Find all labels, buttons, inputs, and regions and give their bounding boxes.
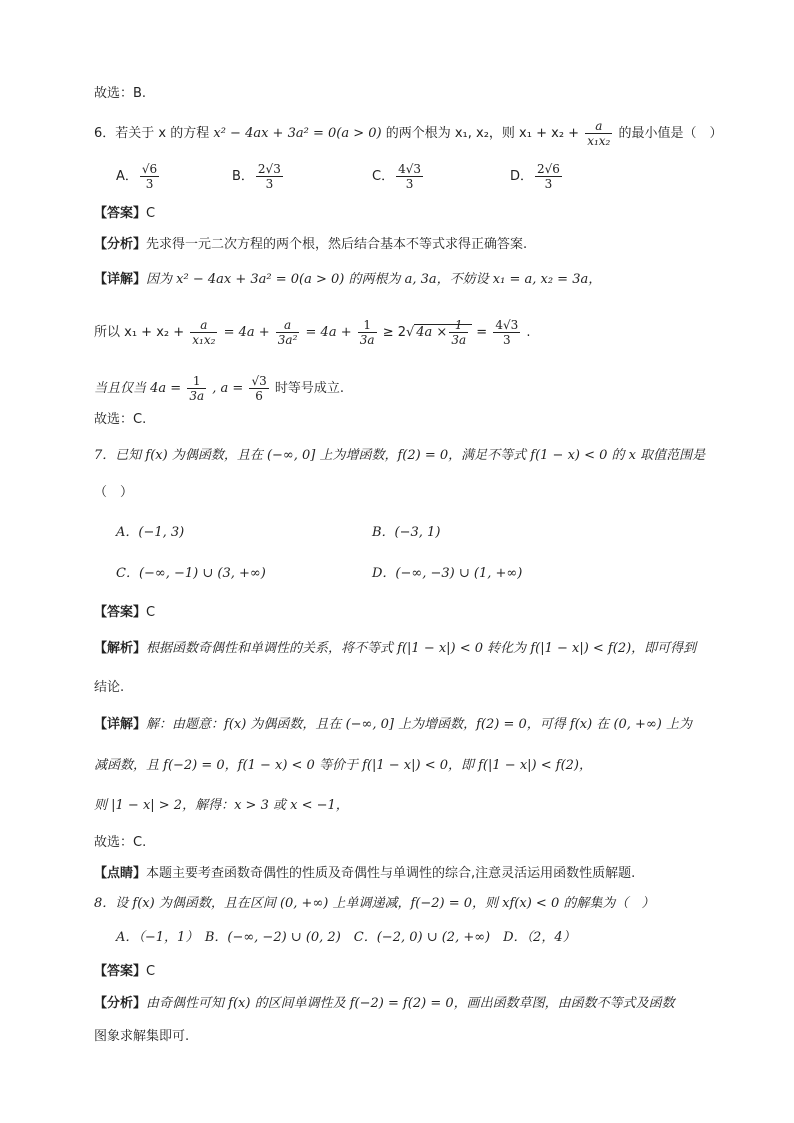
- q8-analysis-cont: 图象求解集即可.: [94, 1029, 190, 1044]
- q7-comment: 【点睛】本题主要考查函数奇偶性的性质及奇偶性与单调性的综合,注意灵活运用函数性质解题.: [94, 866, 636, 881]
- q8-answer: 【答案】C: [94, 964, 156, 979]
- q7-detail: 【详解】解：由题意：f(x) 为偶函数，且在 (−∞, 0] 上为增函数，f(2) = 0，可得 f(x) 在 (0, +∞) 上为: [94, 717, 692, 732]
- q7-option-d: D．(−∞, −3) ∪ (1, +∞): [372, 566, 523, 581]
- q7-answer: 【答案】C: [94, 605, 156, 620]
- q7-detail-result: 则 |1 − x| > 2，解得：x > 3 或 x < −1，: [94, 798, 349, 813]
- q7-solution-cont: 结论.: [94, 680, 125, 695]
- q6-fraction: $\frac{a}{\text{x₁x₂}}$: [587, 119, 611, 148]
- q7-detail-cont: 减函数，且 f(−2) = 0，f(1 − x) < 0 等价于 f(|1 − x|) < 0，即 f(|1 − x|) < f(2)，: [94, 758, 592, 773]
- q6-answer: 【答案】C: [94, 206, 156, 221]
- q8-options: A．（−1，1） B．(−∞, −2) ∪ (0, 2) C．(−2, 0) ∪ (2, +∞) D．（2，4）: [116, 930, 576, 945]
- q6-option-d: D． $\frac{2√6}{3}$: [510, 162, 560, 191]
- q6-stem: 6．若关于 x 的方程 x² − 4ax + 3a² = 0(a > 0) 的两个根为 x₁, x₂，则 x₁ + x₂ + $\frac{a}{\text{x₁x₂}}$ 的最小值是（ ）: [94, 119, 723, 148]
- q7-paren: （ ）: [94, 485, 134, 500]
- q7-option-a: A．(−1, 3): [116, 525, 185, 540]
- q6-derivation: 所以 x₁ + x₂ + $\frac{a}{\text{x₁x₂}}$ = 4a + $\frac{a}{\text{3a²}}$ = 4a + $\frac{1}{3a}$ ≥ 2√ 4a × $\frac{1}{3a}$ = $\frac{4√3}{3}$ .: [94, 318, 531, 347]
- q6-analysis: 【分析】先求得一元二次方程的两个根，然后结合基本不等式求得正确答案.: [94, 237, 528, 252]
- choose-line: 故选：B.: [94, 86, 147, 101]
- q8-analysis: 【分析】由奇偶性可知 f(x) 的区间单调性及 f(−2) = f(2) = 0，画出函数草图，由函数不等式及函数: [94, 996, 675, 1011]
- q6-equality-condition: 当且仅当 4a = $\frac{1}{3a}$ , a = $\frac{√3}{6}$ 时等号成立.: [94, 374, 345, 403]
- q7-option-b: B．(−3, 1): [372, 525, 441, 540]
- q8-stem: 8．设 f(x) 为偶函数，且在区间 (0, +∞) 上单调递减，f(−2) = 0，则 xf(x) < 0 的解集为（ ）: [94, 896, 655, 911]
- q7-solution: 【解析】根据函数奇偶性和单调性的关系，将不等式 f(|1 − x|) < 0 转化为 f(|1 − x|) < f(2)，即可得到: [94, 641, 697, 656]
- q7-choose: 故选：C.: [94, 835, 147, 850]
- q7-option-c: C．(−∞, −1) ∪ (3, +∞): [116, 566, 266, 581]
- q6-option-c: C． $\frac{4√3}{3}$: [372, 162, 421, 191]
- q6-detail: 【详解】因为 x² − 4ax + 3a² = 0(a > 0) 的两根为 a, 3a，不妨设 x₁ = a, x₂ = 3a，: [94, 272, 602, 287]
- q6-option-a: A． $\frac{√6}{3}$: [116, 162, 158, 191]
- q7-stem: 7．已知 f(x) 为偶函数，且在 (−∞, 0] 上为增函数，f(2) = 0，满足不等式 f(1 − x) < 0 的 x 取值范围是: [94, 448, 706, 463]
- q6-choose: 故选：C.: [94, 412, 147, 427]
- q6-option-b: B． $\frac{2√3}{3}$: [232, 162, 281, 191]
